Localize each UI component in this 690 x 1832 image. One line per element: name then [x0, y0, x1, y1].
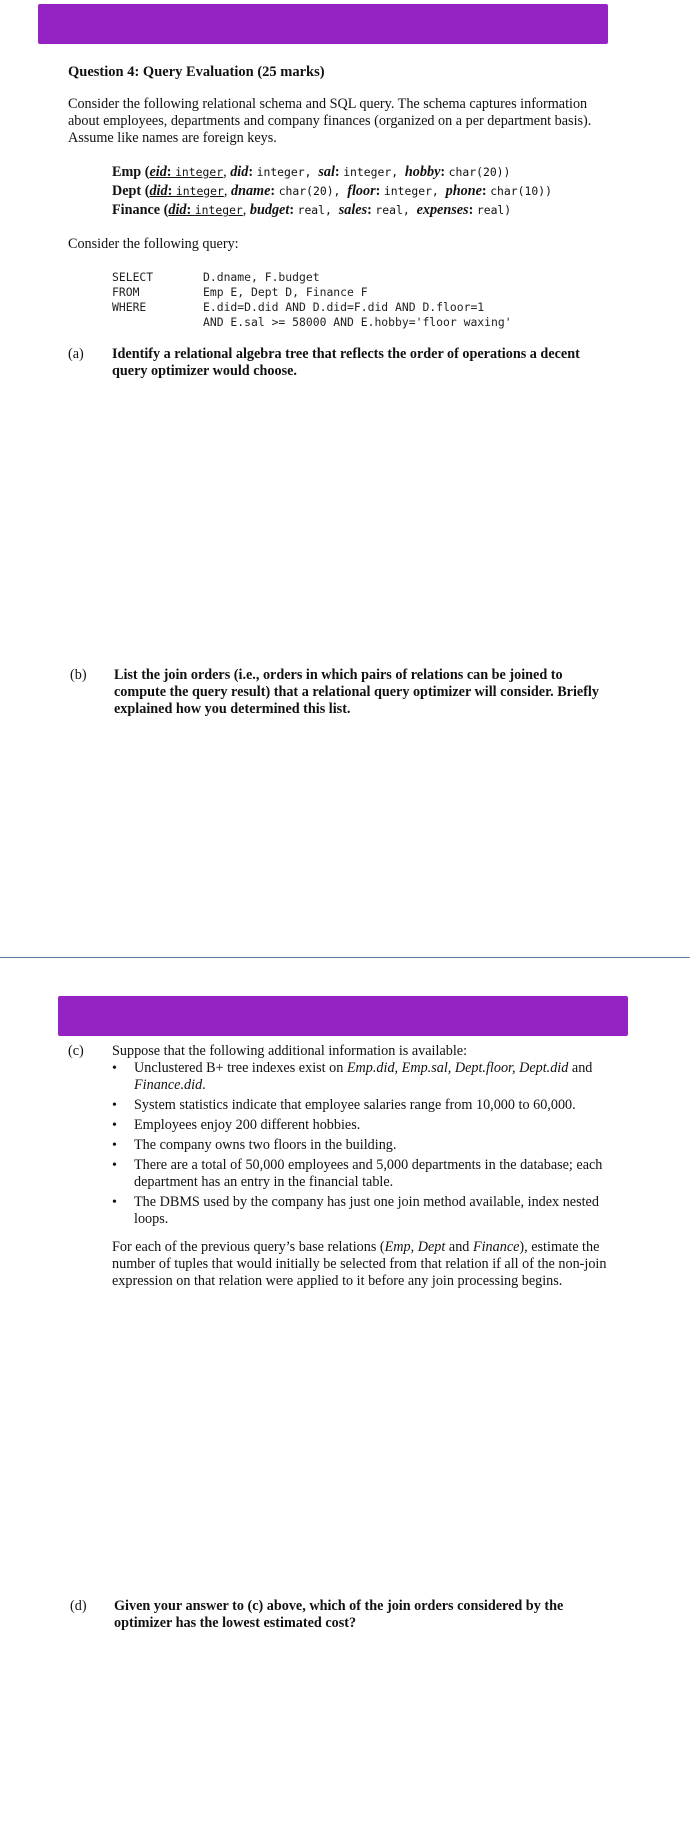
intro-paragraph: Consider the following relational schema and SQL query. The schema captures information about employees, departments and company finances (organized on a per department basis). Assume like names are foreign keys.: [68, 96, 592, 146]
section-banner: [58, 996, 628, 1036]
part-c-bullet-list: [112, 1060, 612, 1231]
sql-from-keyword: FROM: [112, 285, 140, 299]
part-a-text: Identify a relational algebra tree that reflects the order of operations a decent query optimizer would choose.: [112, 346, 580, 379]
schema-emp: Emp (eid: integer, did: integer, sal: integer, hobby: char(20)): [112, 164, 511, 180]
schema-dept: Dept (did: integer, dname: char(20), floor: integer, phone: char(10)): [112, 183, 552, 199]
list-item: • The company owns two floors in the building.: [112, 1137, 612, 1154]
schema-finance: Finance (did: integer, budget: real, sales: real, expenses: real): [112, 202, 512, 218]
part-a-label: (a): [68, 346, 84, 362]
emp-eid-type: integer: [175, 165, 224, 179]
part-c-label: (c): [68, 1043, 84, 1059]
part-d-text: Given your answer to (c) above, which of the join orders considered by the optimizer has the lowest estimated cost?: [114, 1598, 564, 1631]
part-b-label: (b): [70, 667, 87, 683]
sql-from-expr: Emp E, Dept D, Finance F: [203, 285, 368, 299]
sql-where-expr-continued: AND E.sal >= 58000 AND E.hobby='floor waxing': [203, 315, 512, 329]
list-item: • Unclustered B+ tree indexes exist on Emp.did, Emp.sal, Dept.floor, Dept.did and Finance.did.: [112, 1060, 612, 1094]
list-item: • There are a total of 50,000 employees and 5,000 departments in the database; each department has an entry in the financial table.: [112, 1157, 612, 1191]
part-b-text: List the join orders (i.e., orders in which pairs of relations can be joined to compute the query result) that a relational query optimizer will consider. Briefly explained how you determined this list.: [114, 667, 599, 717]
part-d-label: (d): [70, 1598, 87, 1614]
header-banner: [38, 4, 608, 44]
part-c-followup: For each of the previous query’s base relations (Emp, Dept and Finance), estimate the number of tuples that would initially be selected from that relation if all of the non-join expression on that relation were applied to it before any join processing begins.: [112, 1239, 607, 1289]
list-item: • System statistics indicate that employee salaries range from 10,000 to 60,000.: [112, 1097, 612, 1114]
sql-where-keyword: WHERE: [112, 300, 147, 314]
sql-select-expr: D.dname, F.budget: [203, 270, 320, 284]
sql-where-expr: E.did=D.did AND D.did=F.did AND D.floor=1: [203, 300, 485, 314]
list-item: • Employees enjoy 200 different hobbies.: [112, 1117, 612, 1134]
sql-select-keyword: SELECT: [112, 270, 154, 284]
list-item: • The DBMS used by the company has just one join method available, index nested loops.: [112, 1194, 612, 1228]
consider-query-text: Consider the following query:: [68, 236, 239, 252]
page-divider: [0, 957, 690, 958]
question-title: Question 4: Query Evaluation (25 marks): [68, 64, 325, 80]
part-c-lead: Suppose that the following additional information is available:: [112, 1043, 468, 1059]
